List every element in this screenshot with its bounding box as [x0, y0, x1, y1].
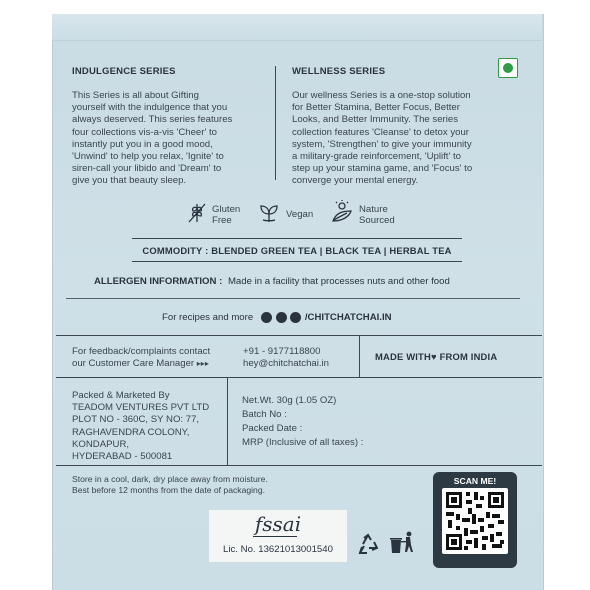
made-with-love: MADE WITH♥ FROM INDIA: [375, 351, 498, 362]
instagram-icon[interactable]: [276, 312, 287, 323]
recipes-line: [162, 312, 392, 323]
net-weight: Net.Wt. 30g (1.05 OZ): [242, 395, 337, 406]
feedback-text: For feedback/complaints contact our Customer Care Manager ▸▸▸: [72, 346, 211, 370]
heart-icon: ♥: [430, 351, 437, 362]
scan-me-label: SCAN ME!: [453, 476, 497, 486]
packed-date: Packed Date :: [242, 423, 303, 434]
wellness-heading: WELLNESS SERIES: [292, 66, 386, 77]
indulgence-heading: INDULGENCE SERIES: [72, 66, 176, 77]
qr-code[interactable]: [442, 488, 508, 554]
details-rule-bottom: [56, 465, 542, 466]
package-top-flap: [52, 14, 542, 41]
packed-by: Packed & Marketed By TEADOM VENTURES PVT LTD PLOT NO - 360C, SY NO: 77, RAGHAVENDRA COLONY, KONDAPUR, HYDERABAD - 500081: [72, 390, 210, 463]
wellness-description: Our wellness Series is a one-stop solution for Better Stamina, Better Focus, Better Looks, and Better Immunity. The series collection features 'Cleanse' to detox your system, 'Strengthen' to give your immunity a military-grade reinforcement, 'Uplift' to step up your stamina game, and 'Focus' to converge your mental energy.: [292, 90, 473, 187]
nature-sourced-label: Nature Sourced: [359, 204, 395, 226]
details-divider: [227, 377, 228, 465]
contact-divider: [359, 335, 360, 377]
recipes-text: For recipes and more: [162, 312, 254, 324]
section-rule: [66, 298, 520, 299]
storage-text: Store in a cool, dark, dry place away from moisture. Best before 12 months from the date of packaging.: [72, 474, 268, 495]
series-divider: [275, 66, 276, 180]
vegan-label: Vegan: [286, 209, 314, 220]
allergen-info: [94, 276, 450, 287]
commodity-text: COMMODITY : BLENDED GREEN TEA | BLACK TEA | HERBAL TEA: [142, 245, 452, 256]
scan-me-panel: [433, 472, 517, 568]
packed-by-label: Packed & Marketed By: [72, 390, 170, 401]
mrp: MRP (Inclusive of all taxes) :: [242, 437, 364, 448]
recycle-icon: [355, 533, 381, 562]
contact-rule-top: [56, 335, 542, 336]
fssai-panel: [209, 510, 347, 562]
contact-rule-bottom: [56, 377, 542, 378]
facebook-icon[interactable]: [261, 312, 272, 323]
nature-sourced-icon: [330, 199, 354, 230]
batch-no: Batch No :: [242, 409, 287, 420]
veg-mark-icon: [498, 58, 518, 78]
commodity-rule-top: [132, 238, 462, 239]
twitter-icon[interactable]: [290, 312, 301, 323]
contact-phone: +91 - 9177118800: [243, 346, 321, 357]
allergen-text: Made in a facility that processes nuts and other food: [227, 276, 450, 287]
vegan-leaf-icon: [258, 202, 280, 229]
fssai-logo: fssai: [254, 512, 302, 536]
gluten-free-label: Gluten Free: [212, 204, 241, 226]
social-handle[interactable]: /CHITCHATCHAI.IN: [304, 312, 392, 324]
gluten-free-icon: [186, 201, 208, 230]
allergen-label: ALLERGEN INFORMATION :: [94, 276, 223, 287]
trash-bin-icon: [388, 530, 416, 561]
contact-email: hey@chitchatchai.in: [243, 358, 330, 370]
fssai-license: Lic. No. 13621013001540: [223, 544, 333, 555]
contact-details: [243, 346, 329, 370]
indulgence-description: This Series is all about Gifting yourself with the indulgence that you always deserved. This series features four collections vis-a-vis 'Cheer' to instantly put you in a good mood, 'Unwind' to help you relax, 'Ignite' to siren-call your libido and 'Dream' to give you that beauty sleep.: [72, 90, 233, 187]
commodity-rule-bottom: [132, 261, 462, 262]
product-details: [242, 394, 363, 450]
